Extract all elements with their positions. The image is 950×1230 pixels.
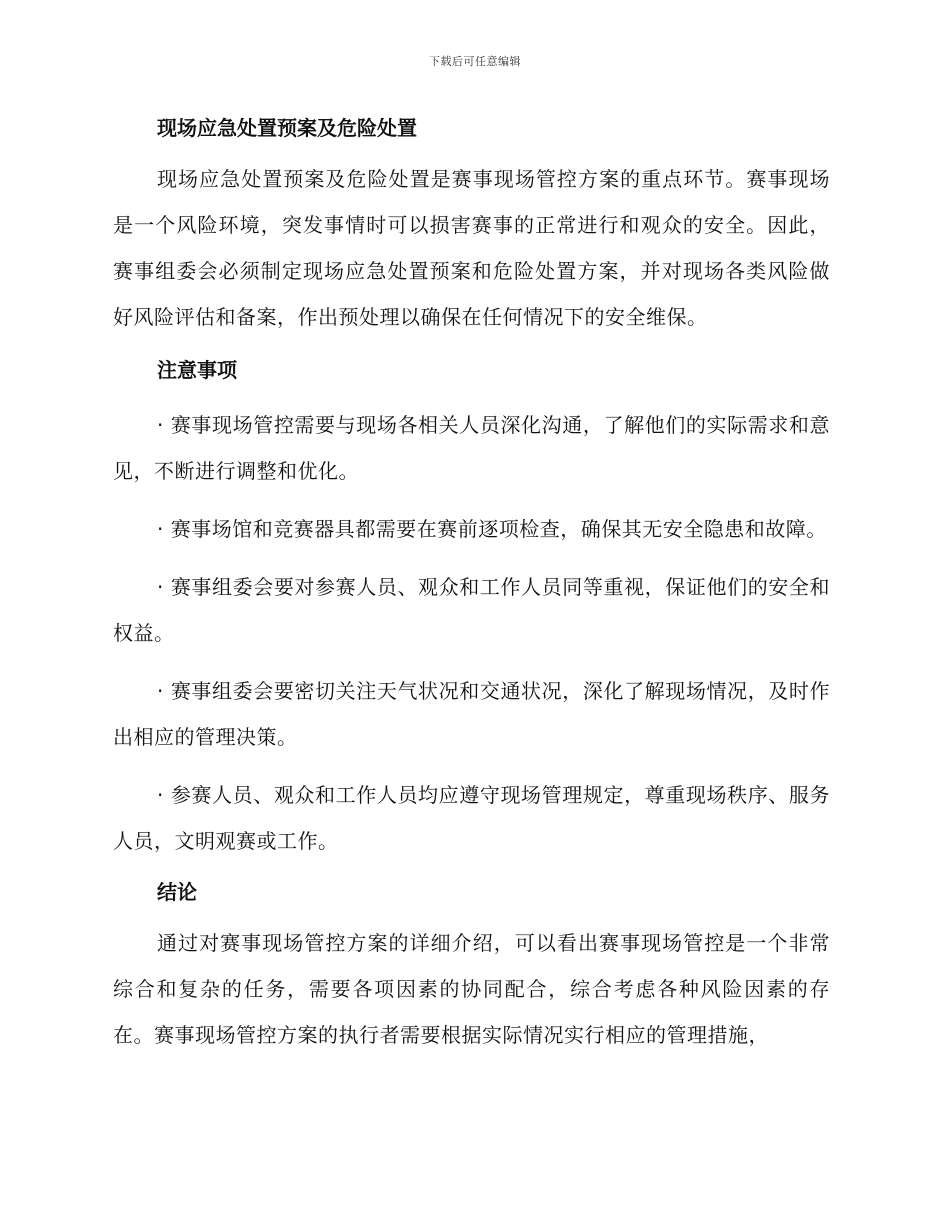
bullet-item: · 赛事场馆和竞赛器具都需要在赛前逐项检查，确保其无安全隐患和故障。 xyxy=(157,517,827,541)
page-header: 下载后可任意编辑 xyxy=(429,55,521,68)
section-heading-conclusion: 结论 xyxy=(157,880,197,904)
paragraph-conclusion: 通过对赛事现场管控方案的详细介绍，可以看出赛事现场管控是一个非常综合和复杂的任务，需要各项因素的协同配合，综合考虑各种风险因素的存在。赛事现场管控方案的执行者需要根据实际情况实行相应的管理措施， xyxy=(113,931,830,1047)
bullet-item: · 赛事组委会要密切关注天气状况和交通状况，深化了解现场情况，及时作出相应的管理决策。 xyxy=(113,679,830,749)
bullet-item: · 赛事组委会要对参赛人员、观众和工作人员同等重视，保证他们的安全和权益。 xyxy=(113,575,830,645)
section-heading-notes: 注意事项 xyxy=(157,358,237,382)
bullet-item: · 赛事现场管控需要与现场各相关人员深化沟通，了解他们的实际需求和意见，不断进行调整和优化。 xyxy=(113,413,830,483)
bullet-item: · 参赛人员、观众和工作人员均应遵守现场管理规定，尊重现场秩序、服务人员，文明观赛或工作。 xyxy=(113,783,830,853)
paragraph-emergency: 现场应急处置预案及危险处置是赛事现场管控方案的重点环节。赛事现场是一个风险环境，突发事情时可以损害赛事的正常进行和观众的安全。因此，赛事组委会必须制定现场应急处置预案和危险处置方案，并对现场各类风险做好风险评估和备案，作出预处理以确保在任何情况下的安全维保。 xyxy=(113,167,830,329)
section-heading-emergency: 现场应急处置预案及危险处置 xyxy=(157,116,417,140)
document-body xyxy=(113,112,830,1058)
